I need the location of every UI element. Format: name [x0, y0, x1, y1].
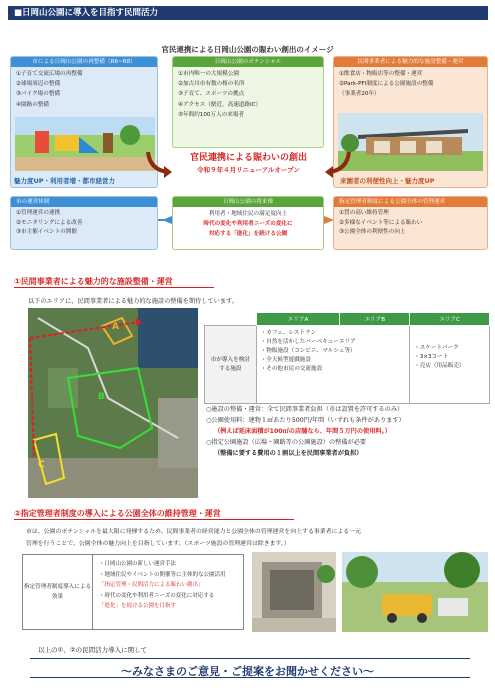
right-tagline: 来園者の利便性向上・魅力度UP	[340, 177, 435, 185]
area-c-item: ・スケートパーク	[414, 345, 459, 351]
management-head: 指定管理者制度による公園全体の管理運営	[334, 197, 487, 207]
area-c-item: ・売店（用品販売）	[414, 363, 465, 369]
table-header: エリアA	[256, 313, 340, 326]
section2-text2: 管理を行うことで、公園全体の魅力向上を目指しています。（スポーツ施設の管理運営は除きます。）	[26, 541, 290, 547]
management-item: ①質の高い維持管理	[339, 210, 389, 216]
effect-item: ・日岡山公園の新しい運営手法	[99, 561, 177, 567]
table-header: エリアC	[410, 313, 490, 326]
area-a-item: ・カフェ、レストラン	[260, 330, 317, 336]
right-panel-item: ①飲食店・物販店等の整備・運営	[339, 71, 423, 77]
notes	[206, 404, 405, 459]
left-tagline: 魅力度UP・利用者増・都市経営力	[14, 177, 116, 185]
middle-panel-item: ③子育て、スポーツの拠点	[178, 91, 245, 98]
table-corner-empty	[205, 313, 257, 326]
operation-item: ③市主催イベントの開催	[16, 229, 77, 235]
left-panel-item: ②球場周辺の整備	[16, 81, 61, 88]
building-photo	[252, 552, 336, 632]
effect-item-red: 「進化」を続ける公園を目指す	[99, 603, 177, 609]
future-red2: 対応する「進化」を続ける公園	[208, 231, 288, 237]
table-corner-label: 市が導入を検討する施設	[205, 326, 257, 404]
section2-text1: 市は、公園のポテンシャルを最大限に発揮するため、民間事業者の経営能力と公園全体の管理運営を向上する事業者による一元	[26, 529, 361, 535]
area-table	[204, 312, 490, 404]
section1-underline	[14, 287, 214, 288]
left-panel-list	[11, 67, 157, 112]
playground-photo	[15, 117, 155, 171]
note-line: ○指定公園施設（広場・園路等の公園施設）の整備が必要	[206, 439, 367, 446]
left-panel	[10, 56, 158, 188]
middle-panel-list	[173, 67, 323, 122]
operation-item: ①管理運営の連携	[16, 210, 61, 216]
middle-panel-item: ②加古川市有数の桜の名所	[178, 81, 245, 88]
table-header: エリアB	[340, 313, 410, 326]
future-red1: 時代の変化や利用者ニーズの変化に	[203, 221, 293, 227]
note-line: ○公園使用料：建物１㎡あたり500円/年間（いずれも条件があります）	[206, 417, 405, 424]
area-c-cell	[410, 326, 490, 404]
left-panel-item: ③バイク場の整備	[16, 91, 61, 98]
concept-title: 官民連携による日岡山公園の賑わい創出のイメージ	[161, 45, 334, 54]
center-line2: 令和９年４月リニューアルオープン	[197, 166, 300, 174]
right-panel-item: ②Park-PFI制度による公園施設の整備	[339, 81, 434, 88]
effect-item: ・地域住民やイベントの開催等に主体的な公園活用	[99, 571, 226, 578]
note-line: ○施設の整備・運営：全て民間事業者負担（市は設置を許可するのみ）	[206, 406, 404, 413]
right-panel	[333, 56, 488, 188]
right-panel-item: （事業者20年）	[339, 91, 380, 98]
management-effects-box	[22, 554, 244, 630]
management-item: ②多様なイベント等による賑わい	[339, 219, 423, 226]
future-panel	[172, 196, 324, 250]
middle-panel-item: ⑤年間約100万人の来場者	[178, 111, 245, 118]
middle-panel-item: ①市内唯一の大規模公園	[178, 71, 239, 77]
right-panel-head: 民間事業者による魅力的な施設整備・運営	[334, 57, 487, 67]
effect-item: ・時代の変化や利用者ニーズの変化に対応する	[99, 592, 215, 599]
section1-heading: ①民間事業者による魅力的な施設整備・運営	[14, 277, 173, 286]
management-panel	[333, 196, 488, 250]
management-effects-list	[99, 559, 226, 612]
arrow-right-icon	[324, 214, 334, 226]
operation-item: ②モニタリングによる改善	[16, 219, 83, 226]
middle-panel-head: 日岡山公園のポテンシャル	[173, 57, 323, 67]
management-effects-label: 指定管理者制度導入による効果	[23, 555, 93, 629]
section1-intro: 以下のエリアに、民間事業者による魅力的な施設の整備を期待しています。	[28, 298, 238, 305]
note-line-highlight: （例えば延床面積が100㎡の店舗なら、年間５万円の使用料。）	[214, 428, 391, 435]
map-label-c: C	[38, 460, 45, 470]
middle-panel	[172, 56, 324, 148]
left-panel-head: 市による日岡山公園の再整備（R6~R8）	[11, 57, 157, 67]
aerial-map	[28, 308, 198, 498]
center-line1: 官民連携による賑わいの創出	[189, 153, 307, 163]
map-label-a: A	[112, 322, 119, 332]
cafe-photo	[338, 113, 483, 171]
section2-heading: ②指定管理者制度の導入による公園全体の維持管理・運営	[14, 509, 221, 518]
area-a-item: ・自然を活かしたバーベキューエリア	[260, 339, 356, 345]
header-title: ■日岡山公園に導入を目指す民間活力	[8, 6, 488, 20]
left-panel-item: ①子育て交流広場の再整備	[16, 71, 83, 77]
closing-pre: 以上の①、②の民間活力導入に関して	[38, 646, 148, 654]
area-a-item: ・その他市民の交流施設	[260, 366, 323, 372]
future-head: 日岡山公園の将来像	[173, 197, 323, 207]
effect-item-red: 「指定管理・民間活力による賑わい創出」	[99, 582, 204, 588]
operation-head: 市の運営体制	[11, 197, 157, 207]
arrow-left-icon	[158, 214, 172, 226]
closing-message: ～みなさまのご意見・ご提案をお聞かせください～	[121, 665, 374, 678]
note-line: （整備に要する費用の１割以上を民間事業者が負担）	[214, 450, 363, 457]
area-a-cell	[256, 326, 410, 404]
area-c-item: ・3×3コート	[414, 354, 449, 360]
left-panel-item: ④園路の整備	[16, 101, 49, 108]
left-arrow-icon	[146, 150, 172, 178]
area-a-item: ・全天候型遊戯施設	[260, 357, 311, 363]
right-panel-list	[334, 67, 487, 102]
middle-panel-item: ④アクセス（駅近、高速道路IC）	[178, 101, 262, 108]
map-label-b: B	[98, 392, 105, 402]
right-arrow-icon	[325, 150, 351, 178]
center-message	[166, 150, 331, 174]
future-item: 利用者・地域住民の満足度向上	[208, 211, 288, 217]
section2-underline	[14, 519, 294, 520]
event-photo	[342, 552, 488, 632]
management-item: ③公園全体の利便性の向上	[339, 229, 406, 235]
area-a-item: ・物販施設（コンビニ、マルシェ等）	[260, 348, 356, 354]
operation-panel	[10, 196, 158, 250]
